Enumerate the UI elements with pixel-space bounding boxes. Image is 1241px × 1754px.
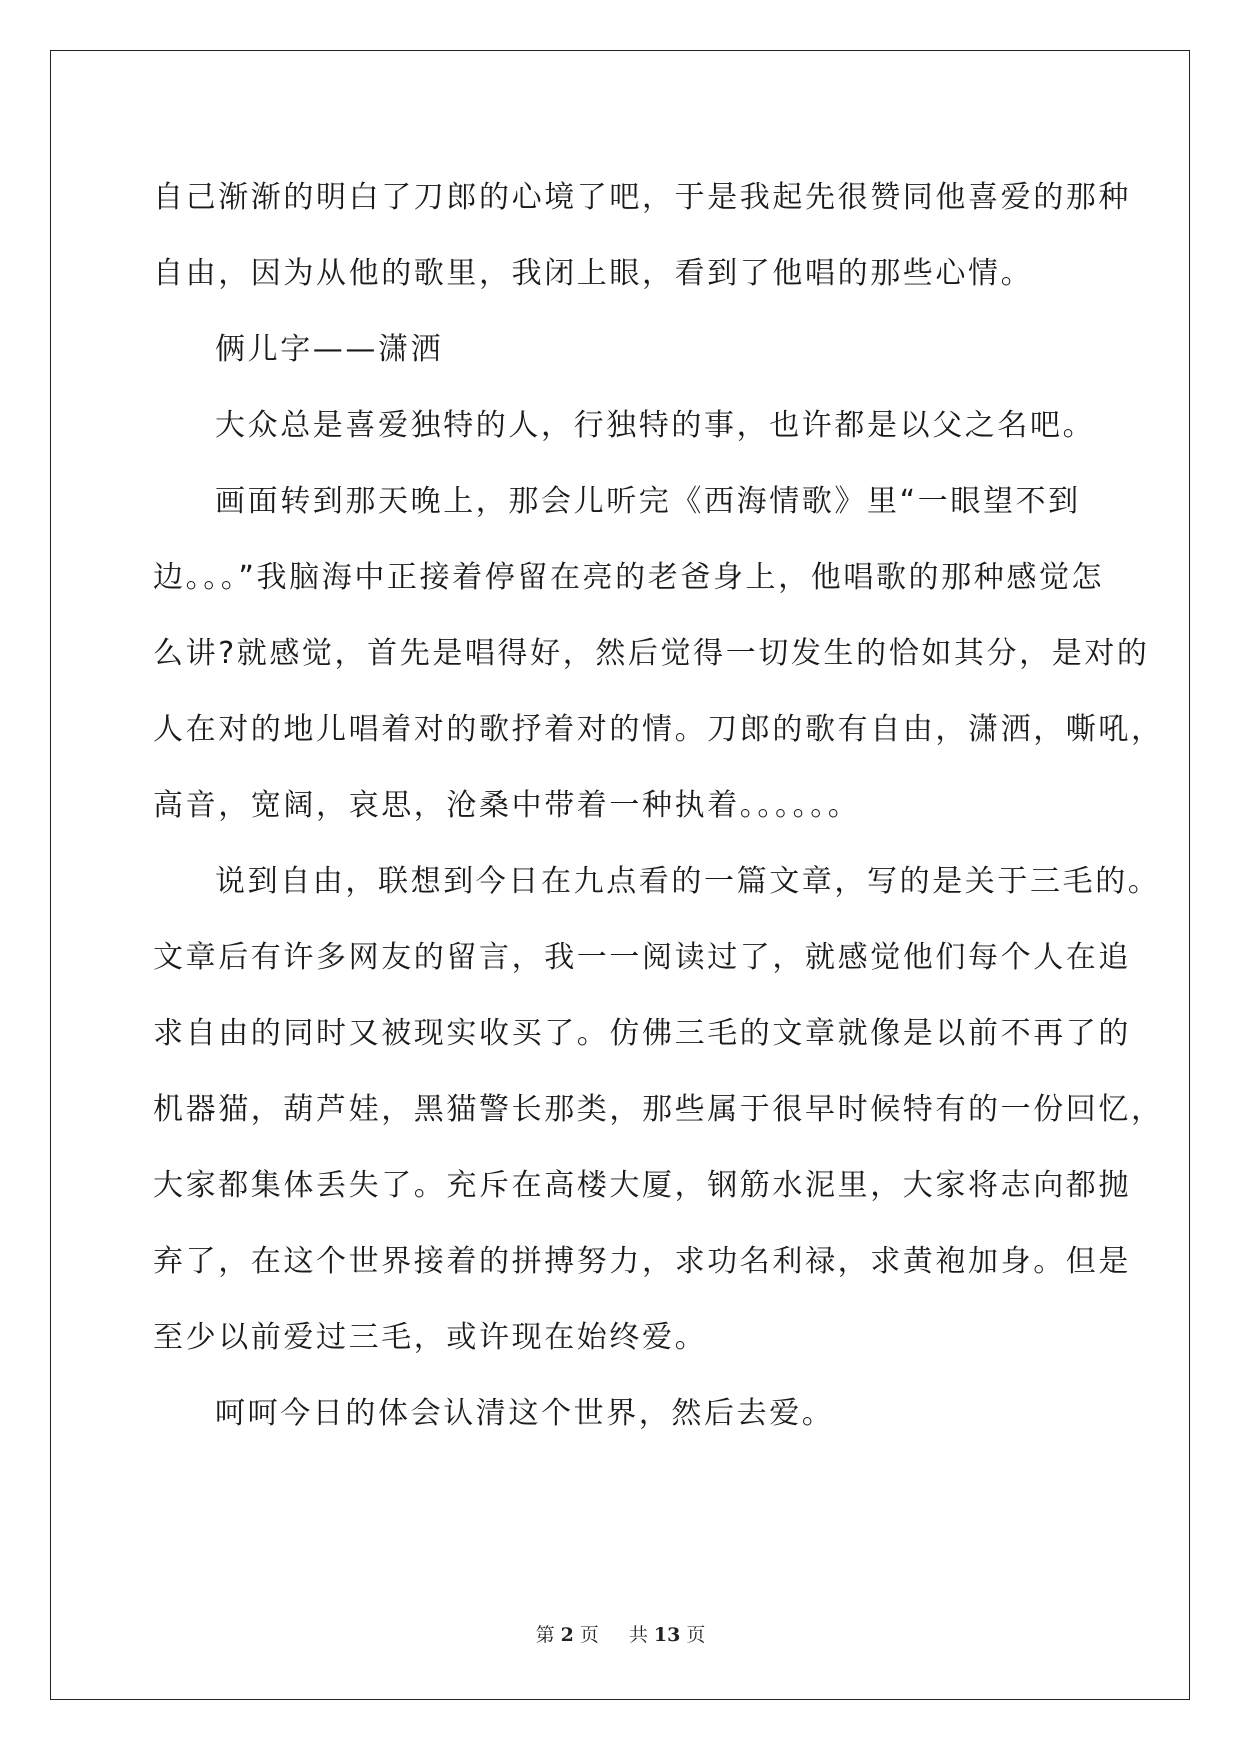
text-line: 人在对的地儿唱着对的歌抒着对的情。刀郎的歌有自由，潇洒，嘶吼， xyxy=(153,712,1164,747)
text-line: 么讲?就感觉，首先是唱得好，然后觉得一切发生的恰如其分，是对的 xyxy=(153,636,1150,671)
page-footer xyxy=(0,1620,1241,1647)
text-line: 大众总是喜爱独特的人，行独特的事，也许都是以父之名吧。 xyxy=(215,408,1096,443)
page-number: 2 xyxy=(560,1624,574,1646)
paragraph xyxy=(153,464,1164,844)
text-line: 大家都集体丢失了。充斥在高楼大厦，钢筋水泥里，大家将志向都抛 xyxy=(153,1168,1131,1203)
page-prefix: 第 xyxy=(535,1624,555,1646)
section-heading: 俩儿字——潇洒 xyxy=(215,332,444,367)
text-line: 自己渐渐的明白了刀郎的心境了吧，于是我起先很赞同他喜爱的那种 xyxy=(153,180,1131,215)
total-pages: 13 xyxy=(653,1624,681,1646)
text-line: 弃了，在这个世界接着的拼搏努力，求功名利禄，求黄袍加身。但是 xyxy=(153,1244,1131,1279)
page-suffix: 页 xyxy=(579,1624,599,1646)
text-line: 高音，宽阔，哀思，沧桑中带着一种执着。。。。。。 xyxy=(153,788,861,823)
paragraph xyxy=(153,160,1131,312)
text-line: 画面转到那天晚上，那会儿听完《西海情歌》里“一眼望不到 xyxy=(215,484,1081,519)
total-indicator xyxy=(623,1624,711,1646)
text-line: 文章后有许多网友的留言，我一一阅读过了，就感觉他们每个人在追 xyxy=(153,940,1131,975)
text-line: 边。。。”我脑海中正接着停留在亮的老爸身上，他唱歌的那种感觉怎 xyxy=(153,560,1105,595)
paragraph xyxy=(153,312,1093,388)
text-line: 说到自由，联想到今日在九点看的一篇文章，写的是关于三毛的。 xyxy=(215,864,1161,899)
page-indicator xyxy=(530,1624,605,1646)
total-suffix: 页 xyxy=(686,1624,706,1646)
document-body xyxy=(153,160,1164,1452)
paragraph xyxy=(153,844,1164,1376)
text-line: 机器猫，葫芦娃，黑猫警长那类，那些属于很早时候特有的一份回忆， xyxy=(153,1092,1164,1127)
text-line: 呵呵今日的体会认清这个世界，然后去爱。 xyxy=(215,1396,835,1431)
paragraph xyxy=(153,1376,1093,1452)
text-line: 求自由的同时又被现实收买了。仿佛三毛的文章就像是以前不再了的 xyxy=(153,1016,1131,1051)
total-prefix: 共 xyxy=(628,1624,648,1646)
text-line: 自由，因为从他的歌里，我闭上眼，看到了他唱的那些心情。 xyxy=(153,256,1034,291)
paragraph xyxy=(153,388,1096,464)
text-line: 至少以前爱过三毛，或许现在始终爱。 xyxy=(153,1320,708,1355)
